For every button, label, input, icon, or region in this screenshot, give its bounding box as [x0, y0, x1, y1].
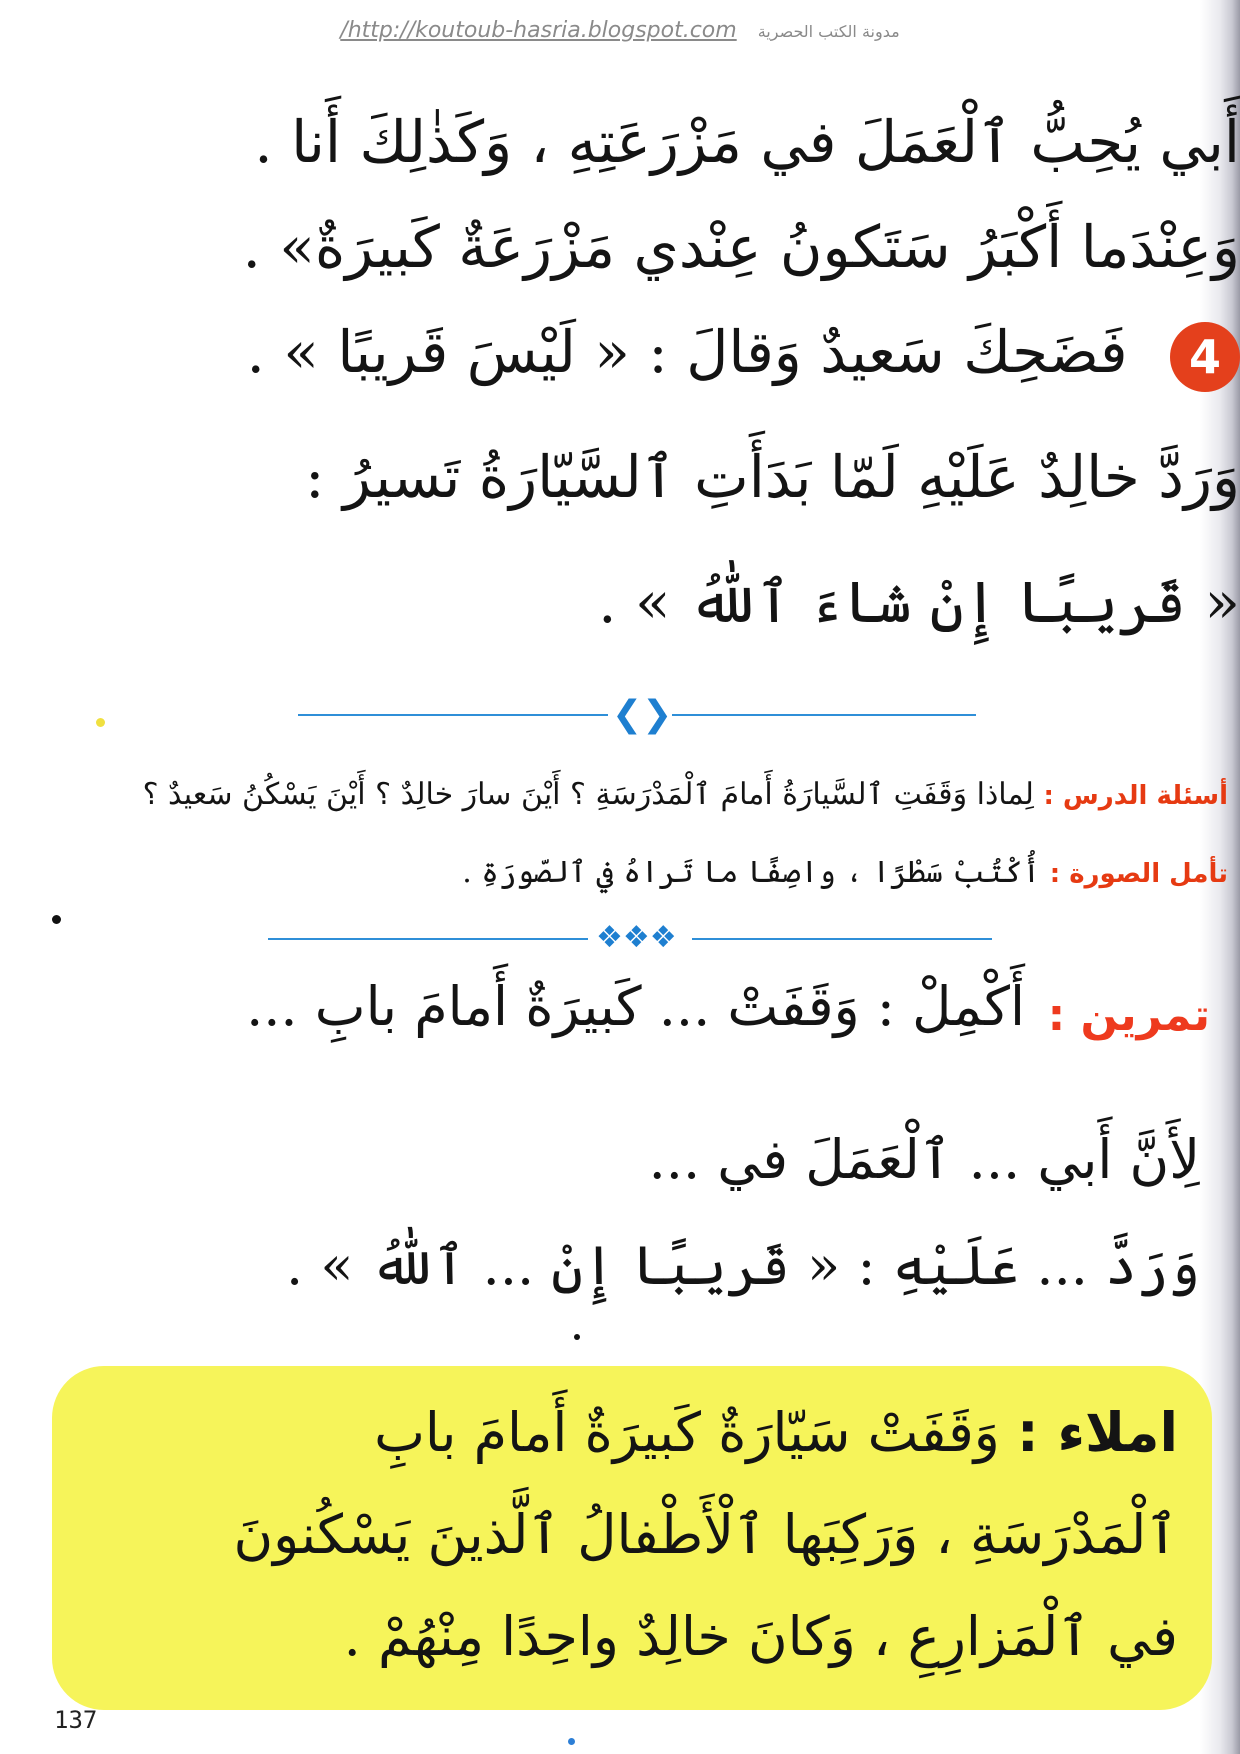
picture-task	[28, 848, 1228, 899]
exercise-line-2: لِأَنَّ أَبي ... ٱلْعَمَلَ في ...	[648, 1128, 1200, 1191]
dictation-label: املاء :	[1017, 1401, 1178, 1464]
lesson-questions-label: أسئلة الدرس :	[1043, 781, 1228, 811]
story-line-2: وَعِنْدَما أَكْبَرُ سَتَكونُ عِنْدي مَزْرَعَةٌ كَبيرَةٌ» .	[242, 213, 1240, 281]
watermark	[0, 18, 1240, 43]
story-line-3	[50, 310, 1240, 394]
blog-url[interactable]: /http://koutoub-hasria.blogspot.com	[340, 18, 737, 43]
blog-name: مدونة الكتب الحصرية	[757, 22, 900, 41]
divider-top-left	[298, 714, 608, 716]
exercise-line-3: وَرَدَّ ... عَلَيْهِ : « قَريبًا إِنْ ... ٱللّٰهُ » .	[286, 1234, 1200, 1297]
dictation-line-3: في ٱلْمَزارِعِ ، وَكانَ خالِدٌ واحِدًا مِنْهُمْ .	[343, 1605, 1178, 1668]
divider-bottom-left	[268, 938, 588, 940]
story-line-5: « قَريبًا إِنْ شاءَ ٱللّٰهُ » .	[598, 568, 1240, 636]
divider-bottom-right	[692, 938, 992, 940]
story-line-3-text: فَضَحِكَ سَعيدٌ وَقالَ : « لَيْسَ قَريبًا » .	[246, 318, 1128, 386]
story-line-1: أَبي يُحِبُّ ٱلْعَمَلَ في مَزْرَعَتِهِ ، وَكَذٰلِكَ أَنا .	[254, 108, 1240, 176]
lesson-questions	[28, 770, 1228, 821]
ink-speck	[52, 915, 61, 924]
ink-speck	[96, 718, 105, 727]
ink-speck	[568, 1738, 575, 1745]
section-number-badge: 4	[1170, 322, 1240, 392]
divider-top-right	[672, 714, 976, 716]
exercise-line-1: أَكْمِلْ : وَقَفَتْ ... كَبيرَةٌ أَمامَ بابِ ...	[246, 975, 1025, 1038]
picture-task-label: تأمل الصورة :	[1049, 859, 1228, 889]
story-line-4: وَرَدَّ خالِدٌ عَلَيْهِ لَمّا بَدَأَتِ ٱلسَّيّارَةُ تَسيرُ :	[304, 443, 1240, 511]
exercise-label: تمرين :	[1047, 990, 1210, 1041]
dictation-line-1	[88, 1388, 1178, 1478]
ink-speck	[574, 1334, 580, 1340]
dictation-line-2: ٱلْمَدْرَسَةِ ، وَرَكِبَها ٱلْأَطْفالُ ٱلَّذينَ يَسْكُنونَ	[233, 1503, 1178, 1566]
page-number: 137	[54, 1706, 98, 1734]
lesson-questions-text: لِماذا وَقَفَتِ ٱلسَّيارَةُ أَمامَ ٱلْمَدْرَسَةِ ؟ أَيْنَ سارَ خالِدٌ ؟ أَيْنَ يَسْكُنُ سَعيدٌ ؟	[142, 777, 1034, 812]
picture-task-text: أُكْتُبْ سَطْرًا ، واصِفًا ما تَراهُ في ٱلصّورَةِ .	[462, 855, 1041, 890]
dictation-line-1-text: وَقَفَتْ سَيّارَةٌ كَبيرَةٌ أَمامَ بابِ	[374, 1401, 1000, 1464]
dictation-box	[52, 1366, 1212, 1710]
ornament-top-icon: ❮❯	[612, 694, 673, 735]
ornament-bottom-icon: ❖❖❖	[596, 920, 677, 955]
